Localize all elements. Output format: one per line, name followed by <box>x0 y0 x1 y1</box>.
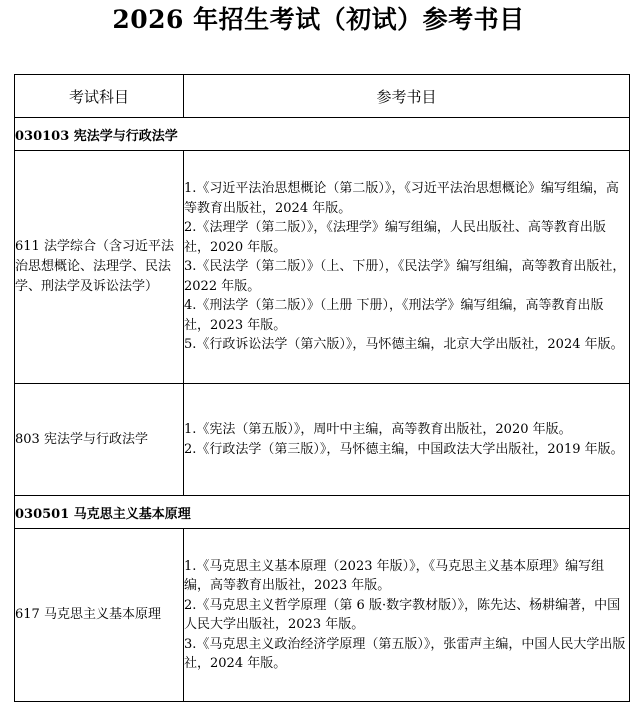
page-title: 2026 年招生考试（初试）参考书目 <box>112 5 525 34</box>
header-row <box>15 75 630 118</box>
book-entry: 3.《马克思主义政治经济学原理（第五版）》，张雷声主编，中国人民大学出版社，2024 年版。 <box>184 636 626 671</box>
section-heading: 030501 马克思主义基本原理 <box>15 496 630 529</box>
book-entry: 1.《宪法（第五版）》，周叶中主编，高等教育出版社，2020 年版。 <box>184 422 572 437</box>
reference-book-table <box>14 74 630 702</box>
section-row <box>15 496 630 529</box>
subject-cell: 611 法学综合（含习近平法治思想概论、法理学、民法学、刑法学及诉讼法学） <box>15 151 184 384</box>
table-row <box>15 529 630 702</box>
column-header-books: 参考书目 <box>184 75 630 118</box>
books-cell <box>184 151 630 384</box>
book-entry: 2.《法理学（第二版）》，《法理学》编写组编，人民出版社、高等教育出版社，2020 年版。 <box>184 220 606 255</box>
book-entry: 2.《行政法学（第三版）》，马怀德主编，中国政法大学出版社，2019 年版。 <box>184 441 624 457</box>
table-row <box>15 151 630 384</box>
book-entry: 5.《行政诉讼法学（第六版）》，马怀德主编，北京大学出版社，2024 年版。 <box>184 337 624 353</box>
subject-cell: 617 马克思主义基本原理 <box>15 529 184 702</box>
subject-cell: 803 宪法学与行政法学 <box>15 384 184 496</box>
book-entry: 1.《马克思主义基本原理（2023 年版）》，《马克思主义基本原理》编写组编，高等教育出版社，2023 年版。 <box>184 558 605 593</box>
table-row <box>15 384 630 496</box>
book-entry: 3.《民法学（第二版）》（上、下册），《民法学》编写组编，高等教育出版社，2022 年版。 <box>184 259 626 294</box>
book-entry: 1.《习近平法治思想概论（第二版）》，《习近平法治思想概论》编写组编，高等教育出版社，2024 年版。 <box>184 181 619 216</box>
section-heading: 030103 宪法学与行政法学 <box>15 118 630 151</box>
book-entry: 4.《刑法学（第二版）》（上册 下册），《刑法学》编写组编，高等教育出版社，2023 年版。 <box>184 298 604 333</box>
books-cell <box>184 384 630 496</box>
books-cell <box>184 529 630 702</box>
book-entry: 2.《马克思主义哲学原理（第 6 版·数字教材版）》，陈先达、杨耕编著，中国人民大学出版社，2023 年版。 <box>184 597 621 632</box>
column-header-subject: 考试科目 <box>15 75 184 118</box>
section-row <box>15 118 630 151</box>
